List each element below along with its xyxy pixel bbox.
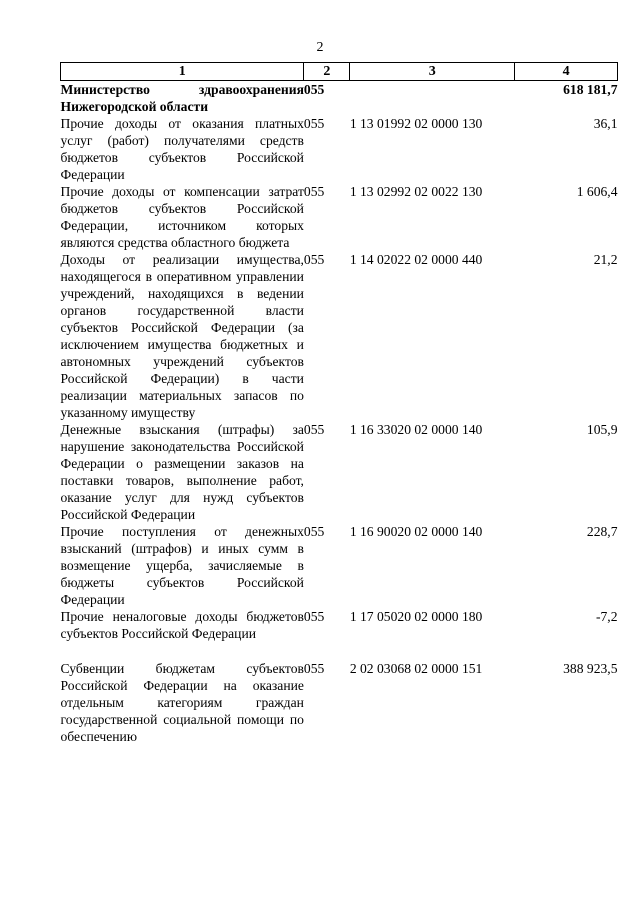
row-amount: 388 923,5	[563, 661, 618, 676]
row-name: Прочие доходы от компенсации затрат бюджетов субъектов Российской Федерации, источником которых являются средства областного бюджета	[60, 184, 304, 250]
row-budget-code: 1 17 05020 02 0000 180	[349, 609, 483, 624]
revenue-table	[60, 62, 618, 745]
row-budget-code: 1 16 90020 02 0000 140	[349, 524, 483, 539]
row-name: Доходы от реализации имущества, находящегося в оперативном управлении учреждений, находящихся в ведении органов государственной власти субъектов Российской Федерации (за исключением имущества бюджетных и автономных учреждений субъектов Российской Федерации) в части реализации материальных запасов по указанному имуществу	[60, 252, 304, 420]
table-row	[61, 421, 618, 523]
row-org-code: 055	[303, 116, 325, 131]
row-org-code: 055	[303, 661, 325, 676]
table-row	[61, 608, 618, 642]
table-header-row	[61, 63, 618, 81]
table-row	[61, 660, 618, 745]
row-org-code: 055	[303, 252, 325, 267]
row-org-code: 055	[303, 422, 325, 437]
row-budget-code: 1 16 33020 02 0000 140	[349, 422, 483, 437]
row-org-code: 055	[303, 184, 325, 199]
row-name: Прочие неналоговые доходы бюджетов субъектов Российской Федерации	[60, 609, 304, 641]
table-row	[61, 81, 618, 116]
column-header-4: 4	[515, 63, 618, 81]
column-header-1: 1	[61, 63, 304, 81]
row-budget-code: 1 14 02022 02 0000 440	[349, 252, 483, 267]
row-amount: 618 181,7	[563, 82, 618, 97]
row-budget-code: 2 02 03068 02 0000 151	[349, 661, 483, 676]
row-amount: 21,2	[593, 252, 618, 267]
row-amount: 36,1	[593, 116, 618, 131]
row-name: Прочие поступления от денежных взысканий (штрафов) и иных сумм в возмещение ущерба, зачисляемые в бюджеты субъектов Российской Федерации	[60, 524, 304, 607]
row-name: Денежные взыскания (штрафы) за нарушение законодательства Российской Федерации о размещении заказов на поставки товаров, выполнение работ, оказание услуг для нужд субъектов Российской Федерации	[60, 422, 304, 522]
row-name: Прочие доходы от оказания платных услуг (работ) получателями средств бюджетов субъектов Российской Федерации	[60, 116, 304, 182]
row-org-code: 055	[303, 82, 325, 97]
row-name: Субвенции бюджетам субъектов Российской Федерации на оказание отдельным категориям граждан государственной социальной помощи по обеспечению	[60, 661, 304, 744]
page-number: 2	[316, 40, 324, 55]
row-amount: 228,7	[586, 524, 618, 539]
row-name: Министерство здравоохранения Нижегородской области	[60, 82, 304, 114]
row-org-code: 055	[303, 609, 325, 624]
table-row	[61, 251, 618, 421]
column-header-3: 3	[350, 63, 515, 81]
column-header-2: 2	[304, 63, 350, 81]
table-row	[61, 183, 618, 251]
row-budget-code	[350, 81, 515, 116]
row-budget-code: 1 13 01992 02 0000 130	[349, 116, 483, 131]
row-org-code: 055	[303, 524, 325, 539]
table-row	[61, 523, 618, 608]
row-amount: -7,2	[595, 609, 618, 624]
row-amount: 105,9	[586, 422, 618, 437]
table-row	[61, 115, 618, 183]
row-budget-code: 1 13 02992 02 0022 130	[349, 184, 483, 199]
row-amount: 1 606,4	[576, 184, 618, 199]
row-spacer	[61, 642, 618, 660]
